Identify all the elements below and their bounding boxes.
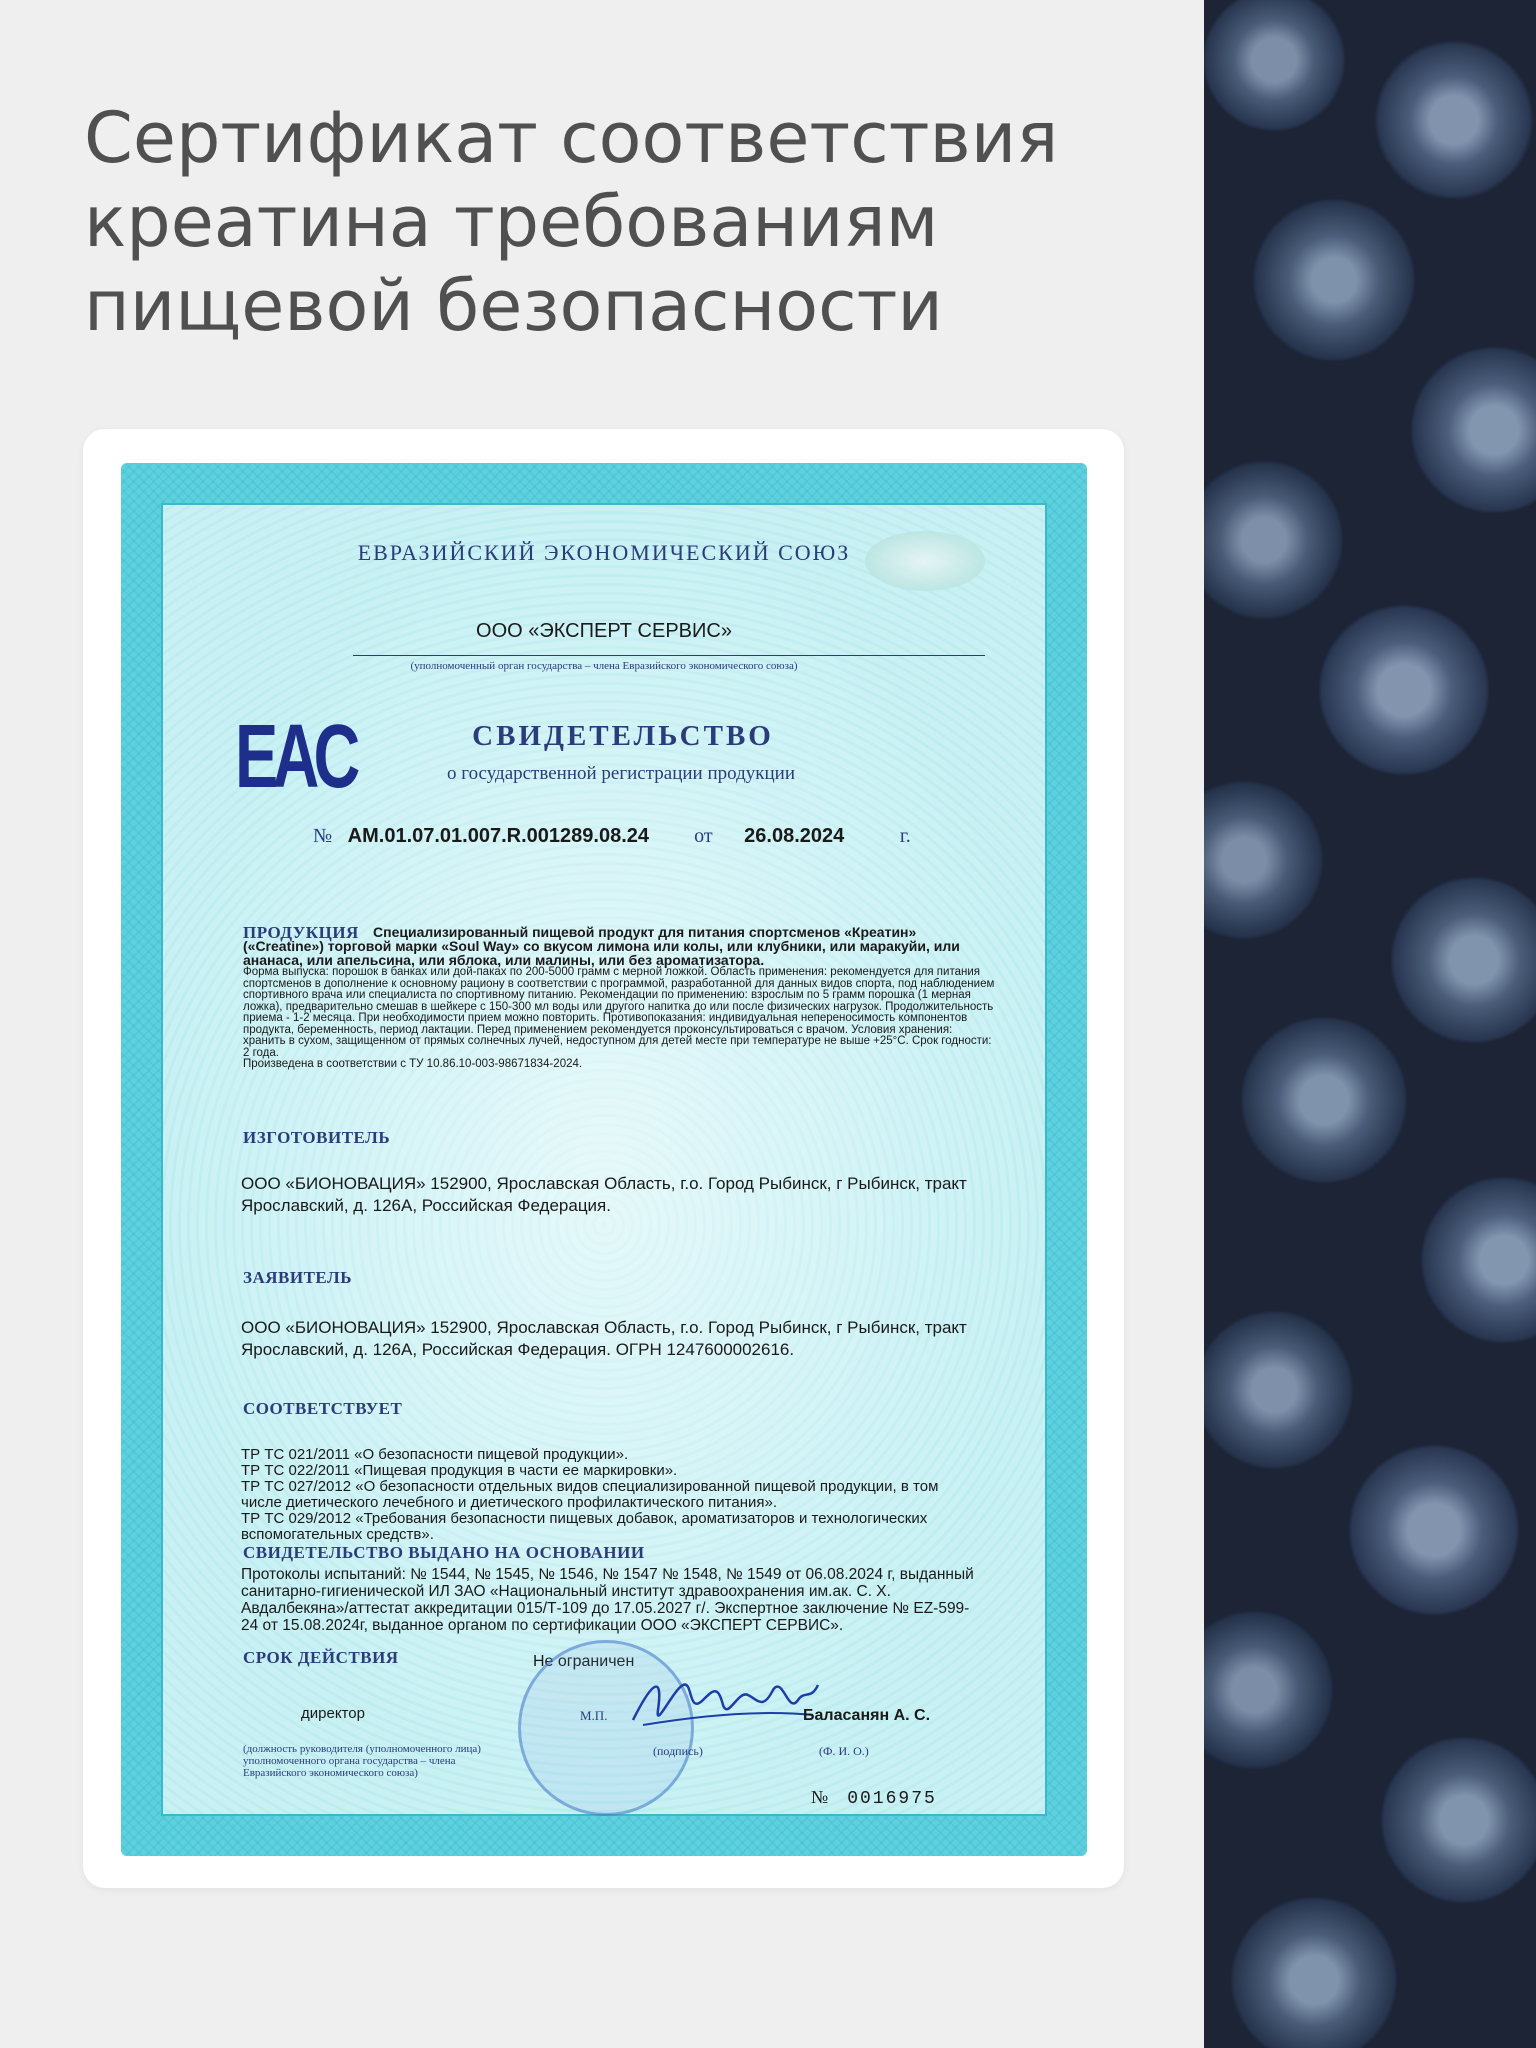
complies-list xyxy=(241,1447,955,1543)
signatory-position: директор xyxy=(301,1705,365,1722)
product-label: ПРОДУКЦИЯ xyxy=(243,923,359,942)
issuer-name: ООО «ЭКСПЕРТ СЕРВИС» xyxy=(476,620,732,642)
blueberries-image xyxy=(1204,0,1536,2048)
certificate-document xyxy=(161,503,1047,1816)
registration-date: 26.08.2024 xyxy=(744,825,845,847)
applicant-text: ООО «БИОНОВАЦИЯ» 152900, Ярославская Область, г.о. Город Рыбинск, г Рыбинск, тракт Ярославский, д. 126А, Российская Федерация. ОГРН 1247600002616. xyxy=(241,1318,967,1359)
validity-value: Не ограничен xyxy=(533,1653,635,1670)
union-title: ЕВРАЗИЙСКИЙ ЭКОНОМИЧЕСКИЙ СОЮЗ xyxy=(357,540,851,565)
signatory-name-note: (Ф. И. О.) xyxy=(819,1744,869,1758)
document-title: СВИДЕТЕЛЬСТВО xyxy=(472,720,774,752)
product-description xyxy=(243,925,997,1071)
date-label: от xyxy=(694,825,713,847)
list-item: ТР ТС 022/2011 «Пищевая продукция в части ее маркировки». xyxy=(241,1462,678,1479)
list-item: ТР ТС 029/2012 «Требования безопасности пищевых добавок, ароматизаторов и технологических вспомогательных средств». xyxy=(241,1510,928,1543)
signatory-name: Баласанян А. С. xyxy=(803,1707,931,1724)
signature-icon xyxy=(623,1670,823,1740)
applicant-label: ЗАЯВИТЕЛЬ xyxy=(243,1268,352,1287)
list-item: ТР ТС 027/2012 «О безопасности отдельных видов специализированной пищевой продукции, в том числе диетического лечебного и диетического профилактического питания». xyxy=(241,1478,939,1511)
seal-label: М.П. xyxy=(580,1708,608,1723)
divider xyxy=(353,655,985,656)
document-subtitle: о государственной регистрации продукции xyxy=(447,763,795,784)
registration-number-row xyxy=(313,825,921,848)
year-suffix: г. xyxy=(899,825,911,847)
signatory-position-note: (должность руководителя (уполномоченного лица) уполномоченного органа государства – члена Евразийского экономического союза) xyxy=(243,1743,481,1779)
page-heading: Сертификат соответствия креатина требованиям пищевой безопасности xyxy=(84,97,1059,347)
product-produced: Произведена в соответствии с ТУ 10.86.10-003-98671834-2024. xyxy=(243,1058,583,1070)
complies-label: СООТВЕТСТВУЕТ xyxy=(243,1399,403,1418)
manufacturer-text: ООО «БИОНОВАЦИЯ» 152900, Ярославская Область, г.о. Город Рыбинск, г Рыбинск, тракт Ярославский, д. 126А, Российская Федерация. xyxy=(241,1174,967,1215)
certificate-card xyxy=(83,429,1124,1888)
form-number-label: № xyxy=(811,1787,829,1807)
number-label: № xyxy=(313,825,333,847)
registration-number: AM.01.07.01.007.R.001289.08.24 xyxy=(347,825,649,847)
form-number: 0016975 xyxy=(847,1789,937,1809)
issuer-note: (уполномоченный орган государства – члена Евразийского экономического союза) xyxy=(410,660,798,672)
form-number-row xyxy=(811,1787,937,1809)
product-details: Форма выпуска: порошок в банках или дой-паках по 200-5000 грамм с мерной ложкой. Область применения: рекомендуется для питания спортсменов в дополнение к основному рациону в соответствии с программой, разработанной для данных видов спорта, под наблюдением спортивного врача или специалиста по спортивному питанию. Рекомендации по применению: взрослым по 5 грамм порошка (1 мерная ложка), предварительно смешав в шейкере с 150-300 мл воды или другого напитка до или после физических нагрузок. Продолжительность приема - 1-2 месяца. При необходимости прием можно повторить. Противопоказания: индивидуальная непереносимость компонентов продукта, беременность, период лактации. Перед применением рекомендуется проконсультироваться с врачом. Условия хранения: хранить в сухом, защищенном от прямых солнечных лучей, недоступном для детей месте при температуре не выше +25°С. Срок годности: 2 года. xyxy=(243,966,995,1059)
product-text: Специализированный пищевой продукт для питания спортсменов «Креатин» («Creatine») торговой марки «Soul Way» со вкусом лимона или колы, или клубники, или маракуйи, или ананаса, или апельсина, или яблока, или малины, или без ароматизатора. xyxy=(243,924,960,968)
certificate-frame xyxy=(121,463,1087,1856)
signature-label: (подпись) xyxy=(653,1744,703,1758)
list-item: ТР ТС 021/2011 «О безопасности пищевой продукции». xyxy=(241,1446,629,1463)
basis-label: СВИДЕТЕЛЬСТВО ВЫДАНО НА ОСНОВАНИИ xyxy=(243,1543,645,1562)
basis-text: Протоколы испытаний: № 1544, № 1545, № 1546, № 1547 № 1548, № 1549 от 06.08.2024 г, выданный санитарно-гигиенической ИЛ ЗАО «Национальный институт здравоохранения им.ак. С. Х. Авдалбекяна»/аттестат аккредитации 015/Т-109 до 17.05.2027 г/. Экспертное заключение № EZ-599-24 от 15.08.2024г, выданное органом по сертификации ООО «ЭКСПЕРТ СЕРВИС». xyxy=(241,1566,974,1634)
validity-label: СРОК ДЕЙСТВИЯ xyxy=(243,1648,399,1667)
eac-logo-icon: EAC xyxy=(235,707,355,807)
manufacturer-label: ИЗГОТОВИТЕЛЬ xyxy=(243,1128,391,1147)
